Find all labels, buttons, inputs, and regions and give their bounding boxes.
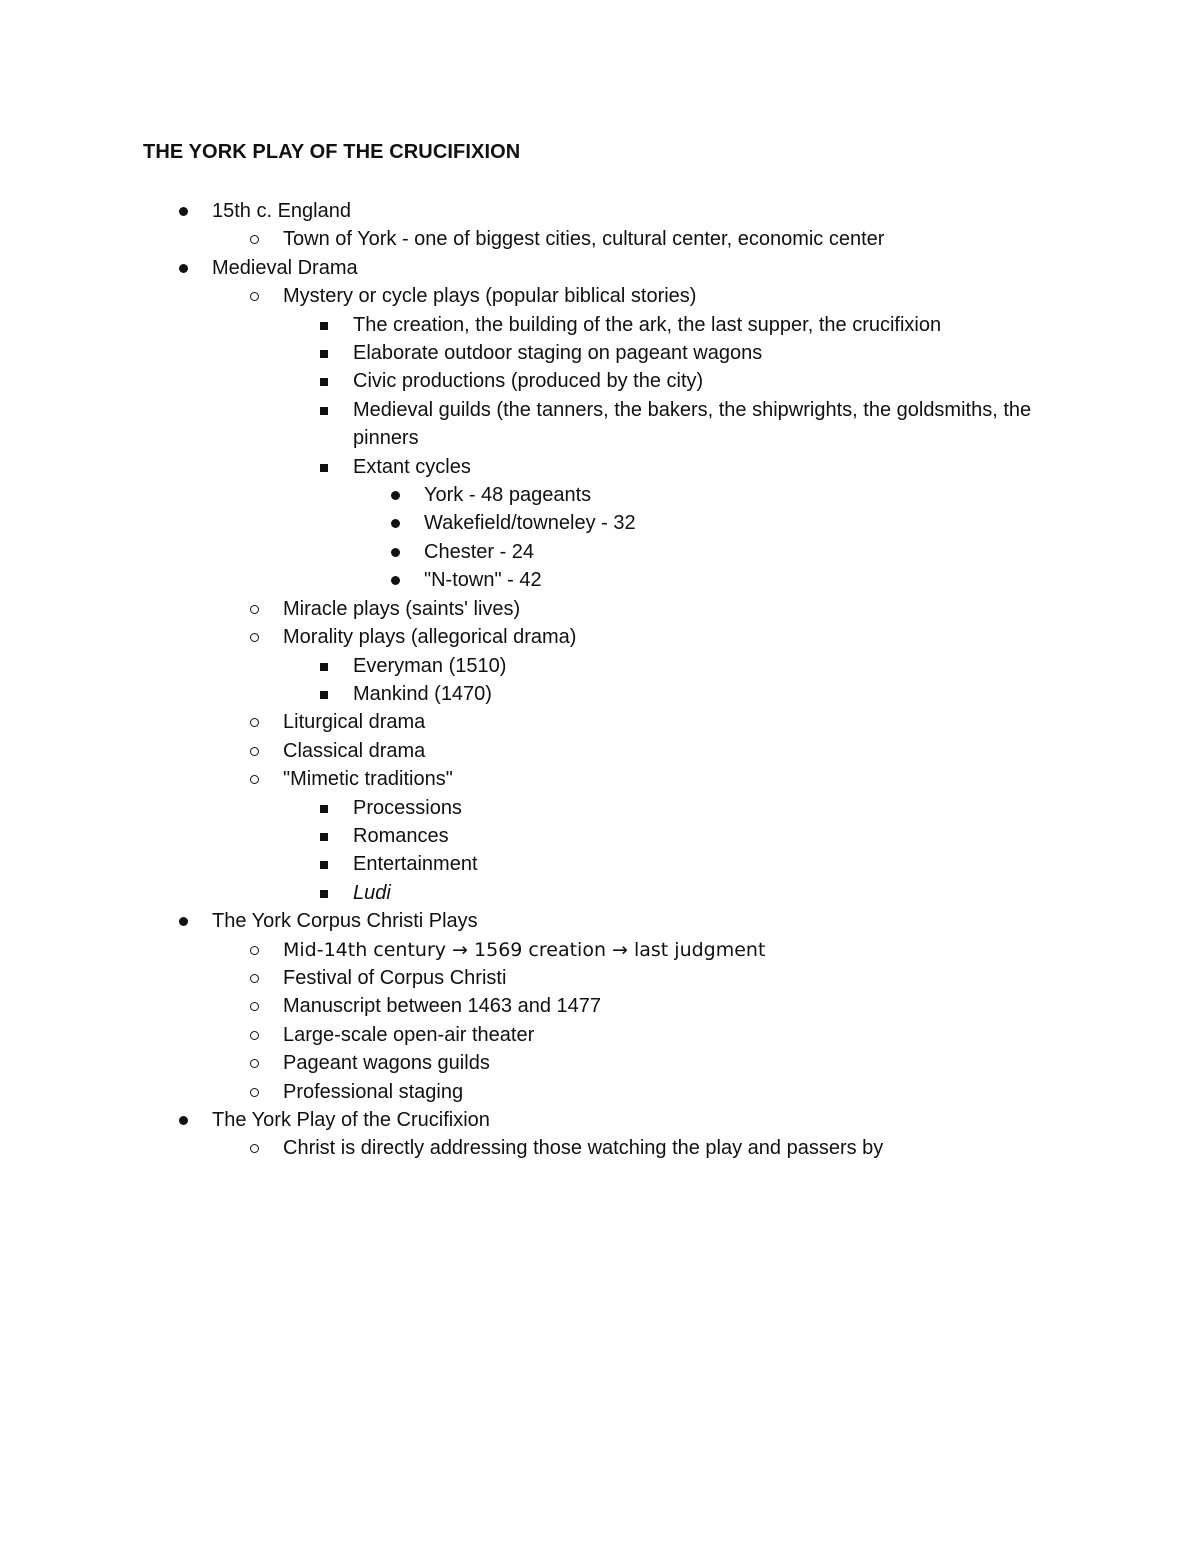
hollow-bullet-icon <box>250 747 259 756</box>
square-bullet-icon <box>320 407 328 415</box>
list-item <box>0 708 1200 736</box>
list-item <box>0 225 1200 253</box>
square-bullet-icon <box>320 464 328 472</box>
hollow-bullet-icon <box>250 1144 259 1153</box>
list-item <box>0 396 1073 453</box>
square-bullet-icon <box>320 322 328 330</box>
list-item-text: "Mimetic traditions" <box>283 768 453 791</box>
list-item <box>0 538 1200 566</box>
list-item <box>0 879 1200 907</box>
hollow-bullet-icon <box>250 605 259 614</box>
list-item <box>0 765 1200 793</box>
list-item-text: Medieval guilds (the tanners, the bakers, the shipwrights, the goldsmiths, the pinners <box>353 398 1032 450</box>
list-item-text: Christ is directly addressing those watching the play and passers by <box>283 1137 884 1160</box>
hollow-bullet-icon <box>250 1002 259 1011</box>
list-item-text: Morality plays (allegorical drama) <box>283 626 577 649</box>
hollow-bullet-icon <box>250 974 259 983</box>
list-item <box>0 1106 1200 1134</box>
filled-bullet-icon <box>391 548 400 557</box>
list-item-text: The York Play of the Crucifixion <box>212 1109 490 1131</box>
list-item-text: 15th c. England <box>212 200 351 222</box>
list-item <box>0 1134 1200 1162</box>
square-bullet-icon <box>320 663 328 671</box>
filled-bullet-icon <box>179 917 188 926</box>
list-item <box>0 453 1200 481</box>
hollow-bullet-icon <box>250 1031 259 1040</box>
list-item <box>0 992 1200 1020</box>
list-item-text: Elaborate outdoor staging on pageant wagons <box>353 342 763 365</box>
hollow-bullet-icon <box>250 946 259 955</box>
square-bullet-icon <box>320 805 328 813</box>
list-item-text: Medieval Drama <box>212 256 358 279</box>
list-item-text: Processions <box>353 796 462 819</box>
square-bullet-icon <box>320 378 328 386</box>
list-item-text: Entertainment <box>353 853 478 876</box>
list-item-text: "N-town" - 42 <box>424 569 542 592</box>
list-item <box>0 282 1200 310</box>
square-bullet-icon <box>320 861 328 869</box>
list-item <box>0 652 1200 680</box>
list-item <box>0 339 1200 367</box>
filled-bullet-icon <box>391 491 400 500</box>
list-item-text: Large-scale open-air theater <box>283 1023 535 1046</box>
list-item-text: Mankind (1470) <box>353 682 492 705</box>
list-item-text: Liturgical drama <box>283 711 426 734</box>
hollow-bullet-icon <box>250 235 259 244</box>
list-item <box>0 907 1200 935</box>
list-item <box>0 367 1200 395</box>
list-item-text: Everyman (1510) <box>353 654 507 677</box>
hollow-bullet-icon <box>250 633 259 642</box>
filled-bullet-icon <box>391 519 400 528</box>
list-item <box>0 311 1200 339</box>
list-item <box>0 1049 1200 1077</box>
document-title: THE YORK PLAY OF THE CRUCIFIXION <box>143 141 521 163</box>
hollow-bullet-icon <box>250 718 259 727</box>
list-item-text: Festival of Corpus Christi <box>283 966 507 989</box>
list-item-text: Pageant wagons guilds <box>283 1052 490 1075</box>
list-item <box>0 481 1200 509</box>
list-item-text: The York Corpus Christi Plays <box>212 910 478 933</box>
list-item-text: Manuscript between 1463 and 1477 <box>283 995 602 1018</box>
list-item-text: Chester - 24 <box>424 540 535 563</box>
list-item <box>0 680 1200 708</box>
filled-bullet-icon <box>391 576 400 585</box>
list-item <box>0 197 1200 225</box>
list-item <box>0 566 1200 594</box>
square-bullet-icon <box>320 350 328 358</box>
list-item-text: Wakefield/towneley - 32 <box>424 512 636 535</box>
list-item <box>0 936 1200 964</box>
list-item <box>0 509 1200 537</box>
outline-list <box>0 197 1200 1163</box>
list-item <box>0 623 1200 651</box>
list-item-text: Ludi <box>353 881 391 904</box>
list-item-text: Classical drama <box>283 739 426 762</box>
hollow-bullet-icon <box>250 1088 259 1097</box>
list-item-text: Romances <box>353 824 449 847</box>
list-item <box>0 1078 1200 1106</box>
hollow-bullet-icon <box>250 292 259 301</box>
square-bullet-icon <box>320 890 328 898</box>
list-item <box>0 964 1200 992</box>
list-item-text: Civic productions (produced by the city) <box>353 370 704 393</box>
list-item-text: Professional staging <box>283 1080 464 1103</box>
list-item <box>0 737 1200 765</box>
list-item <box>0 850 1200 878</box>
list-item-text: Extant cycles <box>353 455 471 478</box>
square-bullet-icon <box>320 833 328 841</box>
filled-bullet-icon <box>179 207 188 216</box>
list-item <box>0 595 1200 623</box>
list-item <box>0 822 1200 850</box>
list-item-text: Mystery or cycle plays (popular biblical stories) <box>283 285 697 308</box>
filled-bullet-icon <box>179 264 188 273</box>
square-bullet-icon <box>320 691 328 699</box>
list-item <box>0 794 1200 822</box>
hollow-bullet-icon <box>250 775 259 784</box>
list-item-text: York - 48 pageants <box>424 484 592 507</box>
filled-bullet-icon <box>179 1116 188 1125</box>
list-item-text: Town of York - one of biggest cities, cultural center, economic center <box>283 228 885 251</box>
list-item-text: Miracle plays (saints' lives) <box>283 597 521 620</box>
list-item <box>0 254 1200 282</box>
list-item <box>0 1021 1200 1049</box>
list-item-text: Mid-14th century → 1569 creation → last judgment <box>283 938 766 961</box>
list-item-text: The creation, the building of the ark, the last supper, the crucifixion <box>353 313 942 336</box>
hollow-bullet-icon <box>250 1059 259 1068</box>
